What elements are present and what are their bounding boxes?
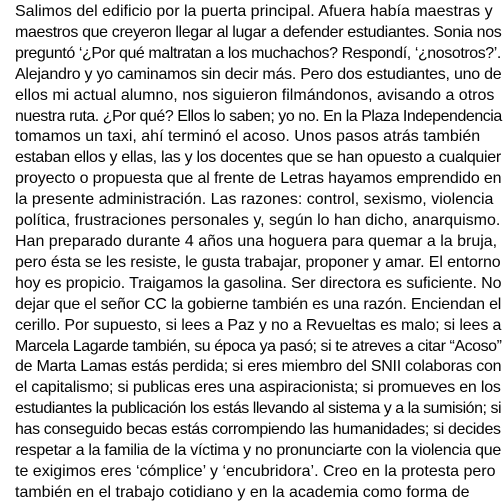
post-text-line: también en el trabajo cotidiano y en la academia como forma de bbox=[15, 483, 470, 501]
post-text-line: de Marta Lamas estás perdida; si eres miembro del SNII colaboras con bbox=[15, 358, 502, 376]
post-text-line: Marcela Lagarde también, su época ya pasó; si te atreves a citar “Acoso” bbox=[15, 337, 502, 355]
post-text-line: estaban ellos y ellas, las y los docentes que se han opuesto a cualquier bbox=[15, 149, 501, 167]
post-text-line: Han preparado durante 4 años una hoguera para quemar a la bruja, bbox=[15, 232, 498, 250]
post-text-line: la presente administración. Las razones: control, sexismo, violencia bbox=[15, 191, 494, 209]
post-text-line: nuestra ruta. ¿Por qué? Ellos lo saben; yo no. En la Plaza Independencia bbox=[15, 107, 502, 125]
post-text-line: te exigimos eres ‘cómplice’ y ‘encubridora’. Creo en la protesta pero bbox=[15, 462, 496, 480]
post-text-line: ellos mi actual alumno, nos siguieron filmándonos, avisando a otros bbox=[15, 86, 495, 104]
post-text-line: maestros que creyeron llegar al lugar a defender estudiantes. Sonia nos bbox=[15, 23, 502, 41]
post-text-line: Salimos del edificio por la puerta principal. Afuera había maestras y bbox=[15, 3, 493, 20]
post-text-line: Alejandro y yo caminamos sin decir más. Pero dos estudiantes, uno de bbox=[15, 65, 502, 83]
post-text-line: hoy es propicio. Traigamos la gasolina. Ser directora es suficiente. No bbox=[15, 274, 502, 292]
post-text-line: pero ésta se les resiste, le gusta trabajar, proponer y amar. El entorno bbox=[15, 253, 501, 271]
post-text-line: estudiantes la publicación los estás llevando al sistema y a la sumisión; si bbox=[15, 400, 502, 418]
post-text-line: proyecto o propuesta que al frente de Letras hayamos emprendido en bbox=[15, 170, 502, 188]
post-text-line: preguntó ‘¿Por qué maltratan a los muchachos? Respondí, ‘¿nosotros?’. bbox=[15, 44, 501, 62]
post-text bbox=[15, 2, 501, 504]
post-text-line: cerillo. Por supuesto, si lees a Paz y no a Revueltas es malo; si lees a bbox=[15, 316, 502, 334]
post-text-line: has conseguido becas estás corrompiendo las humanidades; si decides bbox=[15, 421, 501, 439]
post-text-line: política, frustraciones personales y, según lo han dicho, anarquismo. bbox=[15, 212, 501, 230]
post-text-line: respetar a la familia de la víctima y no pronunciarte con la violencia que bbox=[15, 442, 501, 460]
post-text-line: dejar que el señor CC la gobierne también es una razón. Enciendan el bbox=[15, 295, 502, 313]
post-text-line: tomamos un taxi, ahí terminó el acoso. Unos pasos atrás también bbox=[15, 128, 481, 146]
post-text-line: el capitalismo; si publicas eres una aspiracionista; si promueves en los bbox=[15, 379, 501, 397]
